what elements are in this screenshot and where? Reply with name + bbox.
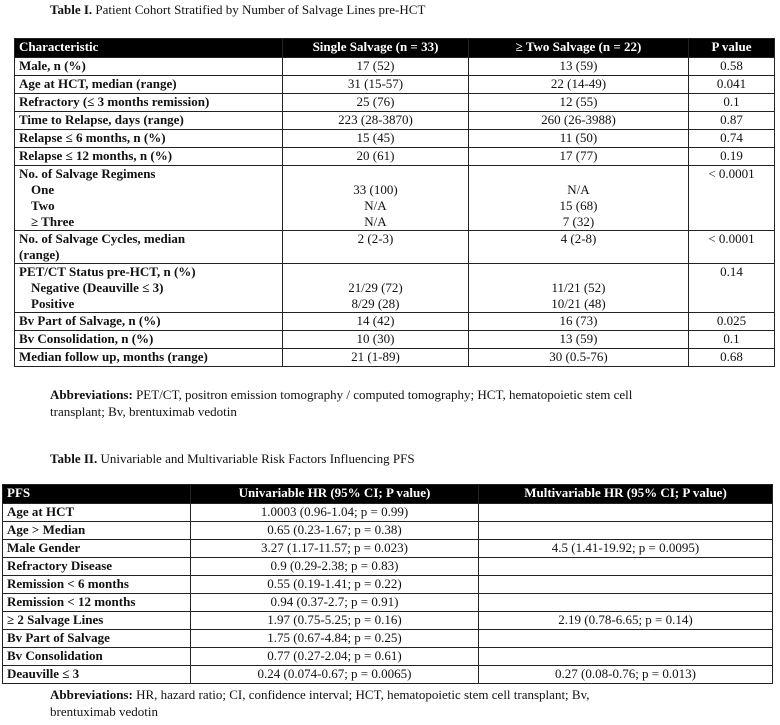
table-row <box>15 148 775 166</box>
univariable-value: 1.97 (0.75-5.25; p = 0.16) <box>191 612 479 630</box>
single-value: 2 (2-3) <box>283 231 469 264</box>
table1-abbreviations <box>50 386 770 420</box>
row-label: Age at HCT <box>3 504 191 522</box>
multivariable-value <box>479 576 773 594</box>
two-value: 17 (77) <box>469 148 689 166</box>
table1 <box>14 38 775 367</box>
p-value: 0.19 <box>689 148 775 166</box>
univariable-value: 1.0003 (0.96-1.04; p = 0.99) <box>191 504 479 522</box>
table-row <box>3 666 773 684</box>
table-row-pet <box>15 264 775 313</box>
two-value <box>469 264 689 313</box>
pet-single-negative: 21/29 (72) <box>348 280 403 295</box>
univariable-value: 1.75 (0.67-4.84; p = 0.25) <box>191 630 479 648</box>
regimens-sub-one: One <box>31 182 55 197</box>
multivariable-value: 2.19 (0.78-6.65; p = 0.14) <box>479 612 773 630</box>
table2-abbr-line2: brentuximab vedotin <box>50 704 158 719</box>
table2-abbr-label: Abbreviations: <box>50 687 133 702</box>
pet-two-negative: 11/21 (52) <box>551 280 606 295</box>
table2-caption-text: Univariable and Multivariable Risk Factors Influencing PFS <box>100 451 415 466</box>
regimens-sub-two: Two <box>31 198 55 213</box>
table-row <box>15 349 775 367</box>
single-value: 20 (61) <box>283 148 469 166</box>
row-label <box>15 166 283 231</box>
row-label: Deauville ≤ 3 <box>3 666 191 684</box>
row-label: Bv Part of Salvage, n (%) <box>15 313 283 331</box>
table-row <box>3 594 773 612</box>
regimens-single-two: N/A <box>364 198 387 213</box>
table1-caption-label: Table I. <box>50 2 93 17</box>
regimens-sub-three: ≥ Three <box>31 214 75 229</box>
two-value: 13 (59) <box>469 331 689 349</box>
multivariable-value: 0.27 (0.08-0.76; p = 0.013) <box>479 666 773 684</box>
univariable-value: 0.65 (0.23-1.67; p = 0.38) <box>191 522 479 540</box>
table-row <box>3 522 773 540</box>
table1-abbr-label: Abbreviations: <box>50 387 133 402</box>
table-row <box>3 576 773 594</box>
univariable-value: 0.55 (0.19-1.41; p = 0.22) <box>191 576 479 594</box>
table-row <box>15 112 775 130</box>
cycles-label-1: No. of Salvage Cycles, median <box>19 231 186 246</box>
cycles-label-2: (range) <box>19 247 60 262</box>
table1-caption <box>50 2 425 18</box>
multivariable-value <box>479 630 773 648</box>
p-value: 0.041 <box>689 76 775 94</box>
table-row <box>15 58 775 76</box>
table-row <box>3 630 773 648</box>
row-label: Median follow up, months (range) <box>15 349 283 367</box>
table1-header-two: ≥ Two Salvage (n = 22) <box>469 39 689 58</box>
two-value: 11 (50) <box>469 130 689 148</box>
regimens-two-one: N/A <box>567 182 590 197</box>
pet-sub-positive: Positive <box>31 296 75 311</box>
row-label: Male, n (%) <box>15 58 283 76</box>
table-row <box>15 94 775 112</box>
row-label: Refractory Disease <box>3 558 191 576</box>
row-label: Bv Consolidation <box>3 648 191 666</box>
single-value <box>283 264 469 313</box>
single-value: 21 (1-89) <box>283 349 469 367</box>
pet-sub-negative: Negative (Deauville ≤ 3) <box>31 280 164 295</box>
pet-two-positive: 10/21 (48) <box>551 296 606 311</box>
table-row <box>3 504 773 522</box>
two-value: 22 (14-49) <box>469 76 689 94</box>
single-value: 14 (42) <box>283 313 469 331</box>
table-row <box>15 313 775 331</box>
multivariable-value <box>479 504 773 522</box>
table1-header-row <box>15 39 775 58</box>
single-value: 31 (15-57) <box>283 76 469 94</box>
single-value <box>283 166 469 231</box>
univariable-value: 0.9 (0.29-2.38; p = 0.83) <box>191 558 479 576</box>
row-label: Remission < 12 months <box>3 594 191 612</box>
single-value: 223 (28-3870) <box>283 112 469 130</box>
single-value: 25 (76) <box>283 94 469 112</box>
row-label: Remission < 6 months <box>3 576 191 594</box>
single-value: 10 (30) <box>283 331 469 349</box>
two-value: 260 (26-3988) <box>469 112 689 130</box>
table-row <box>3 540 773 558</box>
pet-single-positive: 8/29 (28) <box>351 296 400 311</box>
single-value: 15 (45) <box>283 130 469 148</box>
univariable-value: 0.77 (0.27-2.04; p = 0.61) <box>191 648 479 666</box>
multivariable-value <box>479 558 773 576</box>
regimens-two-two: 15 (68) <box>559 198 598 213</box>
p-value: < 0.0001 <box>689 166 775 231</box>
table-row <box>3 612 773 630</box>
table1-header-pvalue: P value <box>689 39 775 58</box>
univariable-value: 0.94 (0.37-2.7; p = 0.91) <box>191 594 479 612</box>
two-value: 16 (73) <box>469 313 689 331</box>
row-label: Male Gender <box>3 540 191 558</box>
table2-header-univariable: Univariable HR (95% CI; P value) <box>191 485 479 504</box>
single-value: 17 (52) <box>283 58 469 76</box>
two-value <box>469 166 689 231</box>
p-value: < 0.0001 <box>689 231 775 264</box>
two-value: 4 (2-8) <box>469 231 689 264</box>
table2-abbr-line1: HR, hazard ratio; CI, confidence interval; HCT, hematopoietic stem cell transplant; Bv, <box>136 687 590 702</box>
p-value: 0.74 <box>689 130 775 148</box>
p-value: 0.14 <box>689 264 775 313</box>
regimens-label: No. of Salvage Regimens <box>19 166 156 181</box>
table1-header-single: Single Salvage (n = 33) <box>283 39 469 58</box>
row-label: Refractory (≤ 3 months remission) <box>15 94 283 112</box>
row-label: Relapse ≤ 12 months, n (%) <box>15 148 283 166</box>
p-value: 0.1 <box>689 331 775 349</box>
table-row <box>15 130 775 148</box>
row-label: Bv Part of Salvage <box>3 630 191 648</box>
table2-caption <box>50 451 415 467</box>
table2-header-row <box>3 485 773 504</box>
table1-abbr-line2: transplant; Bv, brentuximab vedotin <box>50 404 237 419</box>
table-row <box>15 76 775 94</box>
table1-abbr-line1: PET/CT, positron emission tomography / computed tomography; HCT, hematopoietic stem cell <box>136 387 633 402</box>
two-value: 12 (55) <box>469 94 689 112</box>
p-value: 0.68 <box>689 349 775 367</box>
two-value: 13 (59) <box>469 58 689 76</box>
p-value: 0.58 <box>689 58 775 76</box>
table-row-regimens <box>15 166 775 231</box>
table2-caption-label: Table II. <box>50 451 98 466</box>
table-row <box>3 648 773 666</box>
multivariable-value <box>479 594 773 612</box>
row-label: Time to Relapse, days (range) <box>15 112 283 130</box>
table1-header-characteristic: Characteristic <box>15 39 283 58</box>
table2-abbreviations <box>50 686 770 720</box>
p-value: 0.025 <box>689 313 775 331</box>
row-label <box>15 231 283 264</box>
multivariable-value <box>479 522 773 540</box>
p-value: 0.1 <box>689 94 775 112</box>
multivariable-value <box>479 648 773 666</box>
table-row-cycles <box>15 231 775 264</box>
univariable-value: 0.24 (0.074-0.67; p = 0.0065) <box>191 666 479 684</box>
p-value: 0.87 <box>689 112 775 130</box>
two-value: 30 (0.5-76) <box>469 349 689 367</box>
table2-header-multivariable: Multivariable HR (95% CI; P value) <box>479 485 773 504</box>
row-label: Bv Consolidation, n (%) <box>15 331 283 349</box>
table1-caption-text: Patient Cohort Stratified by Number of Salvage Lines pre-HCT <box>95 2 426 17</box>
univariable-value: 3.27 (1.17-11.57; p = 0.023) <box>191 540 479 558</box>
multivariable-value: 4.5 (1.41-19.92; p = 0.0095) <box>479 540 773 558</box>
table2 <box>2 484 773 684</box>
table2-header-pfs: PFS <box>3 485 191 504</box>
row-label: Relapse ≤ 6 months, n (%) <box>15 130 283 148</box>
row-label: ≥ 2 Salvage Lines <box>3 612 191 630</box>
row-label <box>15 264 283 313</box>
regimens-single-three: N/A <box>364 214 387 229</box>
table-row <box>3 558 773 576</box>
regimens-two-three: 7 (32) <box>562 214 595 229</box>
regimens-single-one: 33 (100) <box>353 182 398 197</box>
row-label: Age at HCT, median (range) <box>15 76 283 94</box>
pet-label: PET/CT Status pre-HCT, n (%) <box>19 264 196 279</box>
row-label: Age > Median <box>3 522 191 540</box>
table-row <box>15 331 775 349</box>
